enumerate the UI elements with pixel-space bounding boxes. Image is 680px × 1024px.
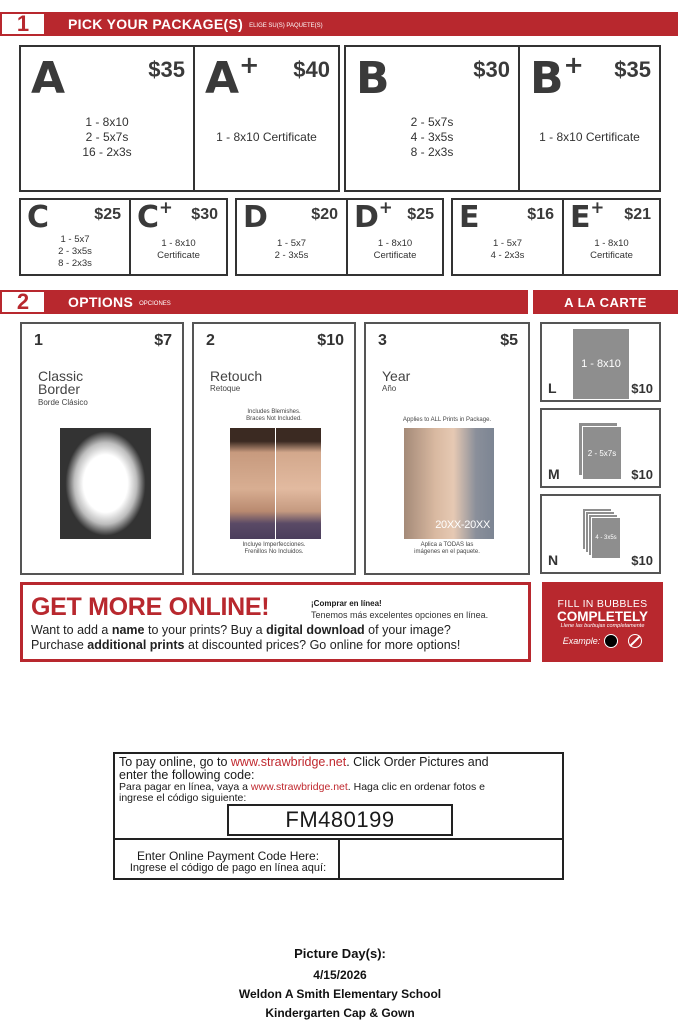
package-a-plus[interactable] [193, 47, 338, 190]
package-price: $30 [191, 206, 218, 223]
fill-example: Example: [542, 634, 663, 648]
package-letter: E [459, 200, 480, 235]
online-line-2: Purchase additional prints at discounted prices? Go online for more options! [31, 638, 461, 652]
access-code: FM480199 [227, 804, 453, 836]
option-name: Classic Border [38, 368, 84, 397]
a-la-carte-title: A LA CARTE [533, 290, 678, 314]
package-letter: C+ [137, 197, 173, 235]
package-b-plus[interactable] [518, 47, 659, 190]
package-e-plus[interactable] [562, 197, 659, 274]
print-sample: 1 - 8x10 [572, 328, 630, 400]
carte-letter: L [548, 380, 557, 396]
section-1-bar [0, 12, 678, 36]
package-c[interactable] [21, 200, 129, 274]
package-letter: B+ [530, 50, 584, 104]
package-group-c [19, 198, 228, 276]
package-price: $20 [311, 206, 338, 223]
option-name-spanish: Año [382, 384, 397, 393]
online-aside-title: ¡Comprar en línea! [311, 599, 382, 608]
option-note-english: Includes Blemishes. Braces Not Included. [246, 409, 302, 422]
package-contents: 1 - 5x7 2 - 3x5s [274, 238, 309, 261]
package-contents: 1 - 5x7 2 - 3x5s 8 - 2x3s [58, 234, 92, 269]
carte-letter: M [548, 466, 560, 482]
package-letter: A [31, 53, 66, 104]
package-price: $25 [94, 206, 121, 223]
fill-line-2: COMPLETELY [556, 609, 648, 624]
package-letter: B [356, 53, 390, 104]
package-price: $25 [407, 206, 434, 223]
package-letter: C [27, 200, 50, 235]
url-link[interactable]: www.strawbridge.net [250, 781, 348, 793]
option-name-spanish: Retoque [210, 384, 241, 393]
package-contents: 1 - 8x10 2 - 5x7s 16 - 2x3s [82, 115, 132, 159]
package-group-b [344, 45, 661, 192]
package-price: $21 [624, 206, 651, 223]
section-subtitle: OPCIONES [139, 300, 171, 307]
filled-bubble-icon [604, 634, 618, 648]
payment-code-label: Enter Online Payment Code Here: Ingrese el código de pago en línea aquí: [129, 849, 327, 874]
carte-item-n[interactable] [540, 494, 661, 574]
package-letter: A+ [205, 50, 260, 104]
package-b[interactable] [346, 47, 518, 190]
package-price: $35 [148, 57, 185, 82]
year-sample-image [404, 428, 494, 539]
section-number: 1 [0, 12, 46, 36]
option-name-spanish: Borde Clásico [38, 398, 88, 407]
option-number: 3 [378, 332, 387, 349]
package-contents: 1 - 8x10 Certificate [157, 238, 200, 261]
carte-price: $10 [631, 381, 653, 396]
option-note-spanish: Incluye Imperfecciones. Frenillos No Incluidos. [242, 542, 306, 555]
option-note-english: Applies to ALL Prints in Package. [402, 417, 492, 423]
year-overlay-text: 20XX-20XX [435, 519, 490, 531]
carte-item-m[interactable] [540, 408, 661, 488]
school-name: Weldon A Smith Elementary School [238, 987, 442, 1001]
section-title: PICK YOUR PACKAGE(S) [68, 16, 244, 32]
package-contents: 1 - 8x10 Certificate [539, 130, 640, 144]
option-note-spanish: Aplica a TODAS las imágenes en el paquete. [414, 542, 480, 555]
get-more-online-banner [20, 582, 531, 662]
package-contents: 2 - 5x7s 4 - 3x5s 8 - 2x3s [410, 115, 454, 159]
print-sample: 2 - 5x7s [582, 426, 622, 480]
border-sample-image [60, 428, 151, 539]
package-contents: 1 - 8x10 Certificate [590, 238, 633, 261]
picture-day-label: Picture Day(s): [294, 946, 386, 961]
package-d-plus[interactable] [346, 197, 442, 274]
pay-instructions-spanish: Para pagar en línea, vaya a www.strawbridge.net. Haga clic en ordenar fotos e ingrese el código siguiente: [119, 781, 485, 804]
package-c-plus[interactable] [129, 197, 226, 274]
retouch-after-image [276, 428, 321, 539]
package-letter: D [243, 200, 268, 235]
package-contents: 1 - 8x10 Certificate [373, 238, 417, 261]
package-price: $35 [614, 57, 651, 82]
option-number: 1 [34, 332, 43, 349]
package-price: $40 [293, 57, 330, 82]
section-title: OPTIONS [68, 294, 134, 310]
online-aside-text: Tenemos más excelentes opciones en línea. [311, 610, 489, 620]
fill-spanish: Llene las burbujas completamente [560, 623, 645, 629]
package-d[interactable] [237, 200, 346, 274]
section-subtitle: ELIGE SU(S) PAQUETE(S) [249, 22, 323, 29]
pay-online-box [113, 752, 564, 880]
pay-instructions-english: To pay online, go to www.strawbridge.net. Click Order Pictures and enter the following code: [119, 755, 489, 782]
package-contents: 1 - 8x10 Certificate [216, 130, 317, 144]
package-group-e [451, 198, 661, 276]
package-letter: D+ [354, 197, 393, 235]
online-line-1: Want to add a name to your prints? Buy a digital download of your image? [31, 623, 451, 637]
package-group-a [19, 45, 340, 192]
option-price: $10 [317, 332, 344, 349]
option-price: $7 [154, 332, 172, 349]
carte-price: $10 [631, 553, 653, 568]
retouch-before-image [230, 428, 275, 539]
package-group-d [235, 198, 444, 276]
picture-day-date: 4/15/2026 [313, 968, 367, 982]
package-e[interactable] [453, 200, 562, 274]
option-year[interactable] [364, 322, 530, 575]
option-classic-border[interactable] [20, 322, 184, 575]
option-name: Year [382, 368, 411, 384]
carte-price: $10 [631, 467, 653, 482]
section-number: 2 [0, 290, 46, 314]
payment-code-field[interactable] [340, 840, 562, 878]
fill-line-1: FILL IN BUBBLES [557, 598, 648, 610]
carte-letter: N [548, 552, 559, 568]
option-number: 2 [206, 332, 215, 349]
event-name: Kindergarten Cap & Gown [265, 1006, 415, 1020]
option-name: Retouch [210, 368, 263, 384]
not-allowed-icon [628, 634, 642, 648]
option-price: $5 [500, 332, 518, 349]
carte-item-l[interactable] [540, 322, 661, 402]
package-a[interactable] [21, 47, 193, 190]
package-contents: 1 - 5x7 4 - 2x3s [490, 238, 525, 261]
package-price: $30 [473, 57, 510, 82]
package-letter: E+ [570, 197, 605, 235]
online-headline: GET MORE ONLINE! [31, 593, 270, 621]
fill-bubbles-notice [542, 582, 663, 662]
url-link[interactable]: www.strawbridge.net [230, 755, 347, 769]
section-2-bar [0, 290, 528, 314]
package-price: $16 [527, 206, 554, 223]
print-sample: 4 - 3x5s [591, 517, 621, 559]
option-retouch[interactable] [192, 322, 356, 575]
